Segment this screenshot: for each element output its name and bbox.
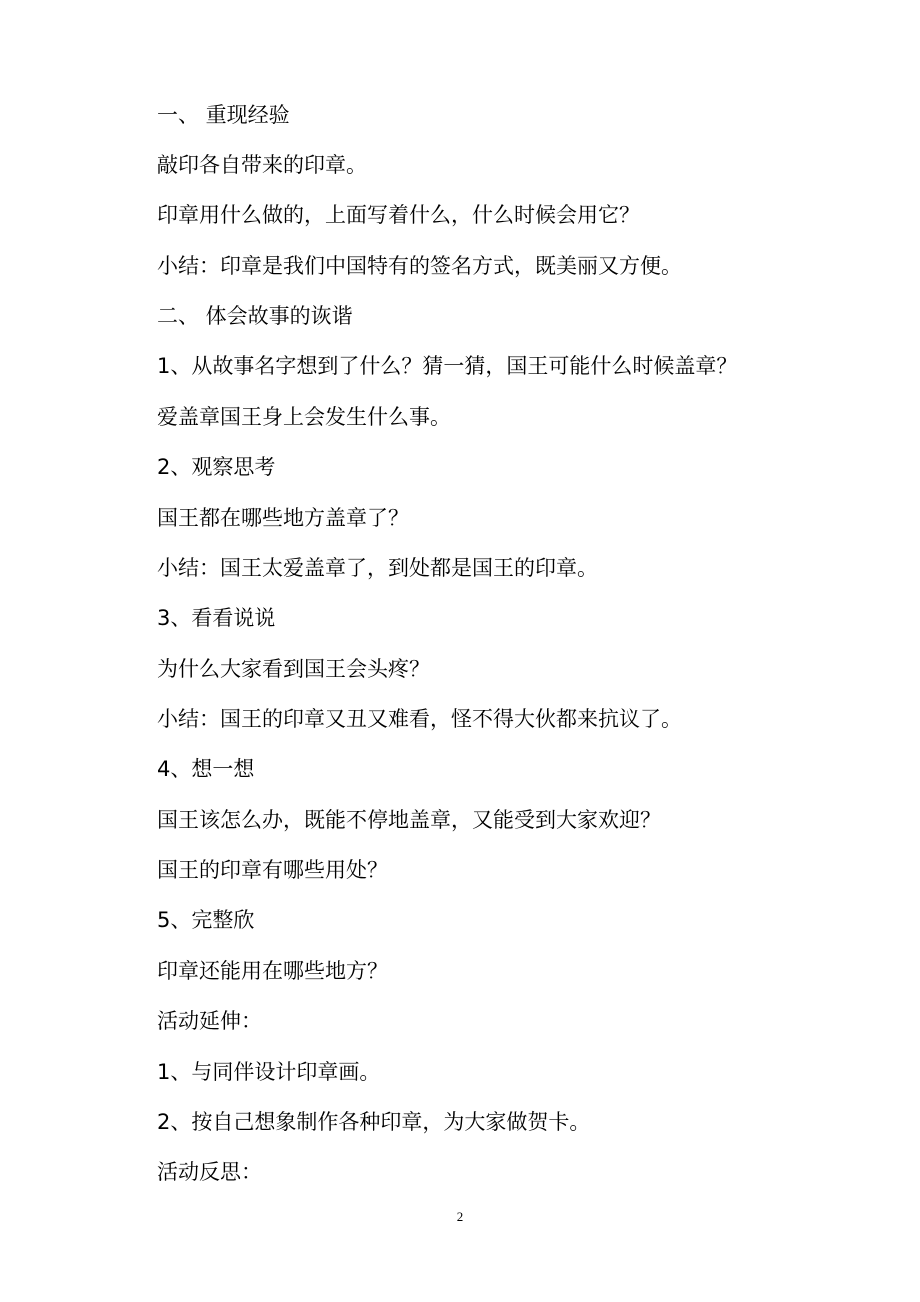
section-heading: 活动延伸： xyxy=(157,1009,262,1033)
paragraph-line: 敲印各自带来的印章。 xyxy=(157,153,367,177)
paragraph-line: 印章还能用在哪些地方？ xyxy=(157,959,388,983)
step-heading: 4、想一想 xyxy=(157,757,255,781)
step-heading: 2、观察思考 xyxy=(157,455,276,479)
paragraph-line: 1、与同伴设计印章画。 xyxy=(157,1060,381,1084)
paragraph-line: 印章用什么做的，上面写着什么，什么时候会用它？ xyxy=(157,203,640,227)
paragraph-line: 国王的印章有哪些用处？ xyxy=(157,858,388,882)
paragraph-line: 1、从故事名字想到了什么？猜一猜，国王可能什么时候盖章？ xyxy=(157,354,738,378)
paragraph-line: 爱盖章国王身上会发生什么事。 xyxy=(157,405,451,429)
page-number: 2 xyxy=(456,1209,464,1224)
section-heading-1: 一、 重现经验 xyxy=(157,103,290,127)
summary-line: 小结：国王太爱盖章了，到处都是国王的印章。 xyxy=(157,556,598,580)
paragraph-line: 2、按自己想象制作各种印章，为大家做贺卡。 xyxy=(157,1110,591,1134)
paragraph-line: 国王该怎么办，既能不停地盖章，又能受到大家欢迎？ xyxy=(157,808,661,832)
summary-line: 小结：印章是我们中国特有的签名方式，既美丽又方便。 xyxy=(157,254,682,278)
paragraph-line: 为什么大家看到国王会头疼？ xyxy=(157,657,430,681)
step-heading: 3、看看说说 xyxy=(157,606,276,630)
section-heading-2: 二、 体会故事的诙谐 xyxy=(157,304,353,328)
summary-line: 小结：国王的印章又丑又难看，怪不得大伙都来抗议了。 xyxy=(157,707,682,731)
paragraph-line: 国王都在哪些地方盖章了？ xyxy=(157,506,409,530)
section-heading: 活动反思： xyxy=(157,1160,262,1184)
step-heading: 5、完整欣 xyxy=(157,908,255,932)
